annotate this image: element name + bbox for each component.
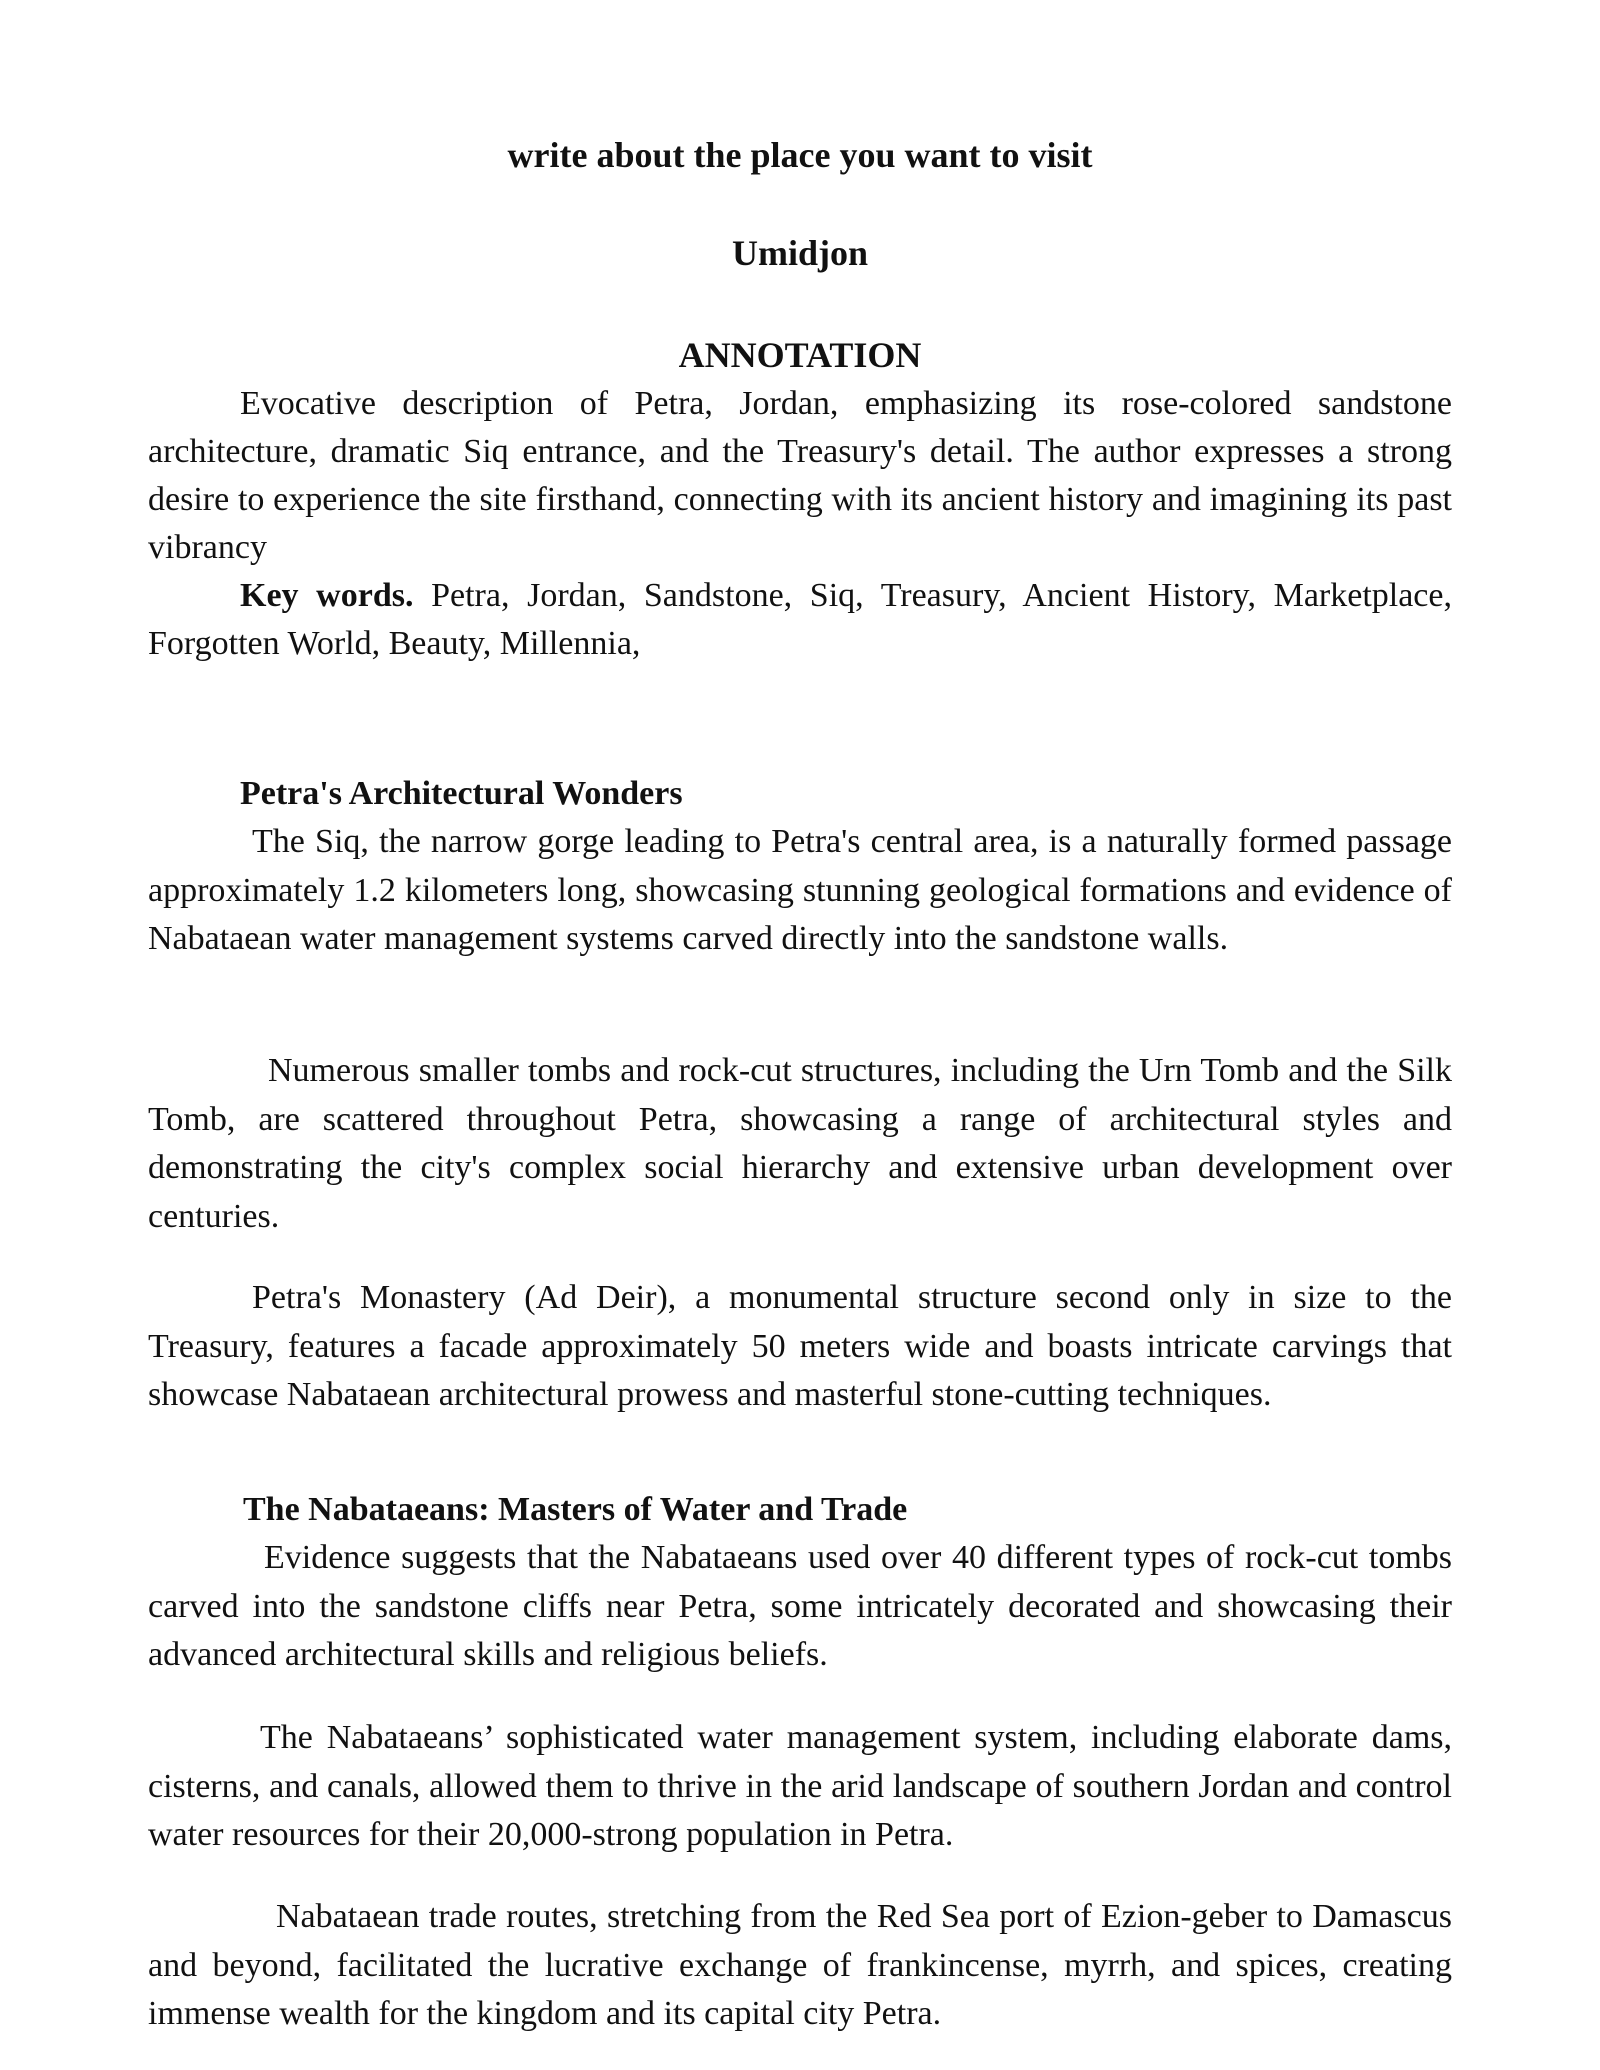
keywords-text: Petra, Jordan, Sandstone, Siq, Treasury, Ancient History, Marketplace, Forgotten World, Beauty, Millennia, (148, 577, 1452, 662)
document-title: write about the place you want to visit (507, 135, 1093, 175)
section-paragraph: Petra's Monastery (Ad Deir), a monumental structure second only in size to the Treasury, features a facade approximately 50 meters wide and boasts intricate carvings that showcase Nabataean architectural prowess and masterful stone-cutting techniques. (148, 1279, 1452, 1413)
keywords-label: Key words. (240, 577, 414, 614)
annotation-text: Evocative description of Petra, Jordan, emphasizing its rose-colored sandstone architecture, dramatic Siq entrance, and the Treasury's detail. The author expresses a strong desire to experience the site firsthand, connecting with its ancient history and imagining its past vibrancy (148, 385, 1452, 566)
section-heading-architecture: Petra's Architectural Wonders (240, 775, 683, 812)
section-paragraph: The Nabataeans’ sophisticated water management system, including elaborate dams, cisterns, and canals, allowed them to thrive in the arid landscape of southern Jordan and control water resources for their 20,000-strong population in Petra. (148, 1719, 1452, 1853)
section-paragraph: Numerous smaller tombs and rock-cut structures, including the Urn Tomb and the Silk Tomb, are scattered throughout Petra, showcasing a range of architectural styles and demonstrating the city's complex social hierarchy and extensive urban development over centuries. (148, 1052, 1452, 1235)
document-author: Umidjon (731, 233, 869, 273)
section-heading-nabataeans: The Nabataeans: Masters of Water and Trade (243, 1491, 908, 1528)
keywords-paragraph (148, 572, 1452, 668)
section-paragraph: Evidence suggests that the Nabataeans used over 40 different types of rock-cut tombs carved into the sandstone cliffs near Petra, some intricately decorated and showcasing their advanced architectural skills and religious beliefs. (148, 1539, 1452, 1673)
section-paragraph: Nabataean trade routes, stretching from the Red Sea port of Ezion-geber to Damascus and beyond, facilitated the lucrative exchange of frankincense, myrrh, and spices, creating immense wealth for the kingdom and its capital city Petra. (148, 1898, 1452, 2032)
section-paragraph: The Siq, the narrow gorge leading to Petra's central area, is a naturally formed passage approximately 1.2 kilometers long, showcasing stunning geological formations and evidence of Nabataean water management systems carved directly into the sandstone walls. (148, 823, 1452, 957)
annotation-heading: ANNOTATION (678, 335, 922, 375)
annotation-block (148, 380, 1452, 668)
